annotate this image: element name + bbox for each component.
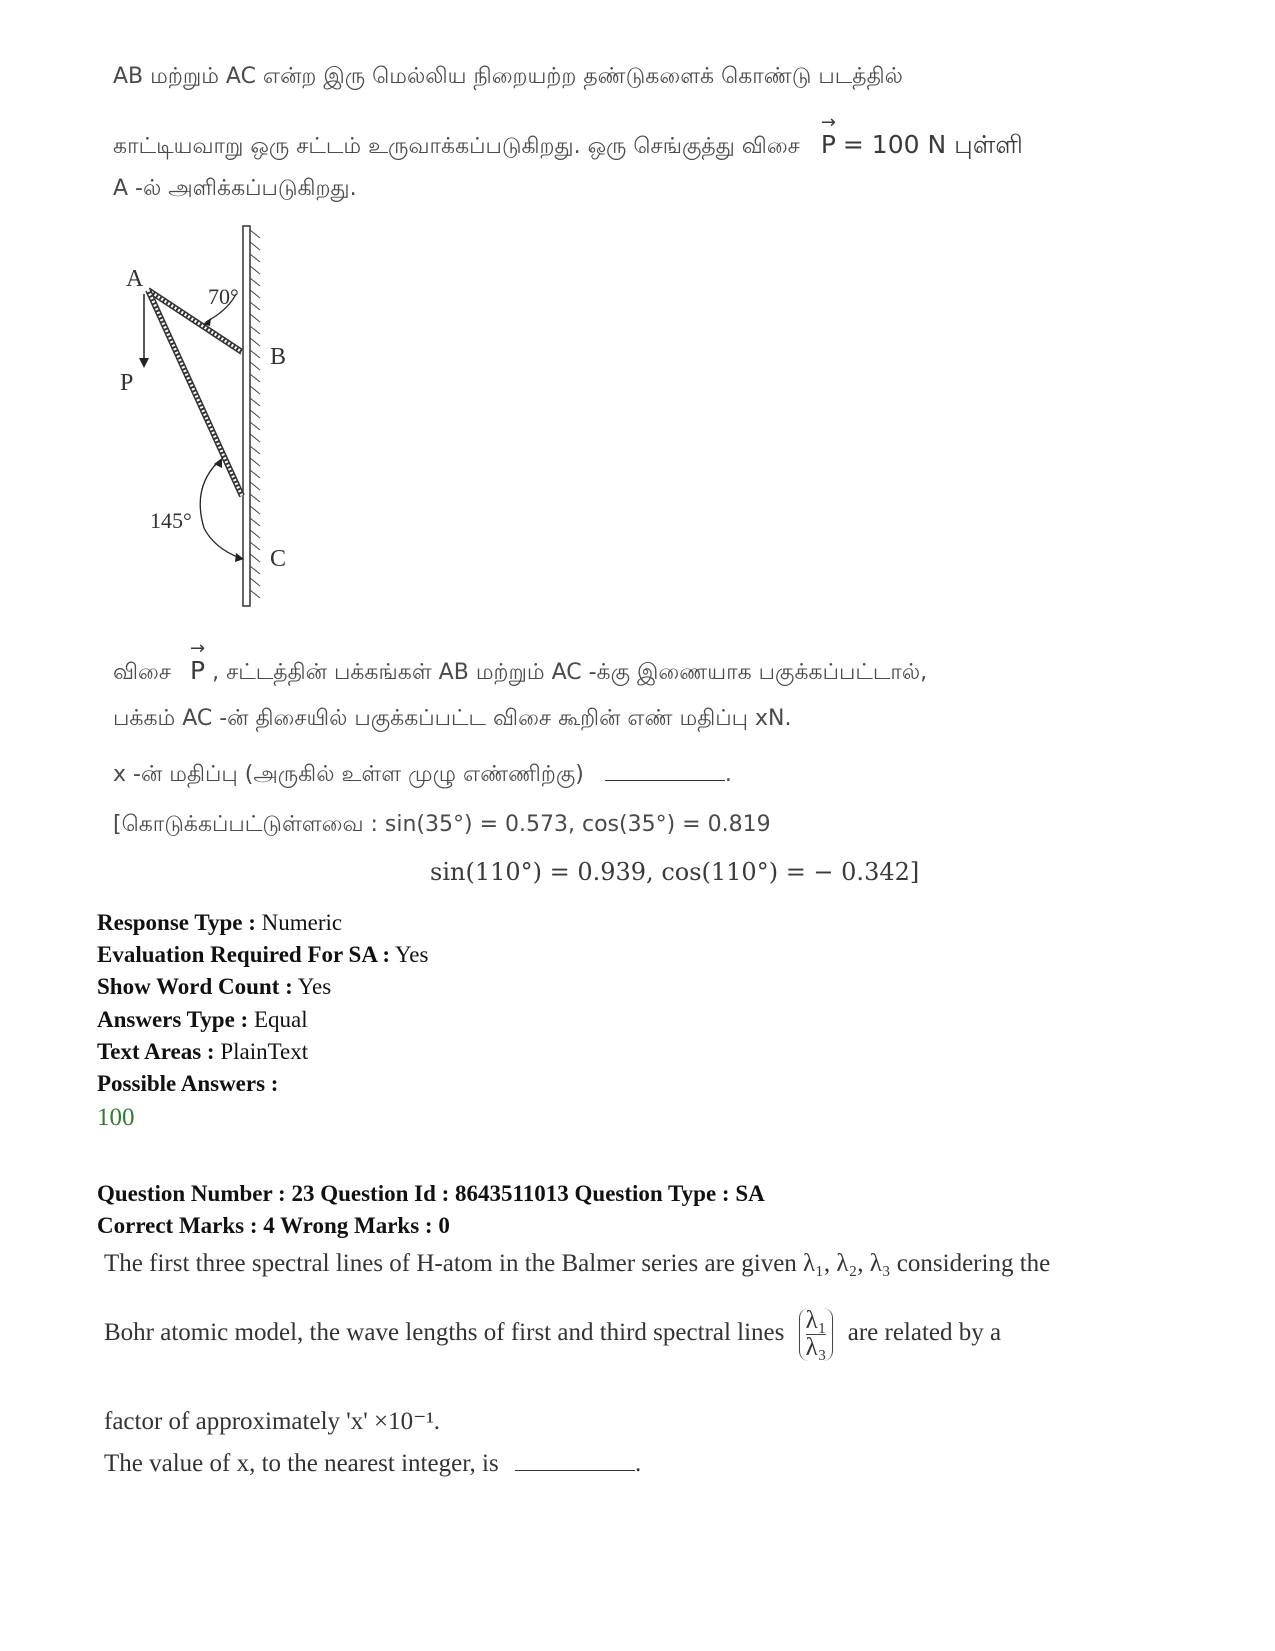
force-vector-symbol: → P <box>820 112 836 159</box>
response-type: Response Type : Numeric <box>97 910 343 935</box>
label-angle-145: 145° <box>150 508 192 533</box>
text-areas: Text Areas : PlainText <box>97 1039 309 1064</box>
tamil-para2-line-3-text: x -ன் மதிப்பு (அருகில் உள்ள முழு எண்ணிற்கு) <box>113 762 584 787</box>
question-23-line-2 <box>104 1308 1001 1361</box>
fraction-denominator: λ₃ <box>805 1334 827 1361</box>
show-word-count: Show Word Count : Yes <box>97 974 332 999</box>
wavelength-ratio-fraction <box>799 1308 834 1361</box>
tamil-para2-line-1-pre: விசை <box>113 660 172 685</box>
label-b: B <box>270 344 287 370</box>
frame-figure <box>110 218 320 613</box>
question-23-line-3: factor of approximately 'x' ×10⁻¹. <box>104 1408 441 1435</box>
tamil-para2-line-1-post: , சட்டத்தின் பக்கங்கள் AB மற்றும் AC -க்கு இணையாக பகுக்கப்பட்டால், <box>212 660 928 685</box>
tamil-para2-line-1 <box>113 638 928 688</box>
answer-blank-2 <box>515 1450 635 1471</box>
question-23-line-1: The first three spectral lines of H-atom in the Balmer series are given λ₁, λ₂, λ₃ considering the <box>104 1250 1051 1277</box>
given-values-line-2: sin(110°) = 0.939, cos(110°) = − 0.342] <box>430 858 920 886</box>
fraction-numerator: λ₁ <box>805 1307 827 1334</box>
question-23-line-4-text: The value of x, to the nearest integer, is <box>104 1450 499 1477</box>
tamil-question-line-2-text: காட்டியவாறு ஒரு சட்டம் உருவாக்கப்படுகிறது. ஒரு செங்குத்து விசை <box>113 134 800 159</box>
wall <box>243 226 260 606</box>
question-23-line-2-post: are related by a <box>847 1319 1002 1347</box>
force-vector-symbol-2: → P <box>190 638 206 685</box>
force-p-arrow <box>139 294 149 368</box>
label-c: C <box>270 546 287 572</box>
question-23-line-4: The value of x, to the nearest integer, is . <box>104 1450 642 1477</box>
force-value: = 100 N புள்ளி <box>842 130 1023 159</box>
possible-answer-value: 100 <box>97 1104 135 1131</box>
question-23-marks: Correct Marks : 4 Wrong Marks : 0 <box>97 1213 450 1238</box>
answers-type: Answers Type : Equal <box>97 1007 308 1032</box>
tamil-para2-line-3: x -ன் மதிப்பு (அருகில் உள்ள முழு எண்ணிற்கு) . <box>113 762 732 787</box>
label-a: A <box>126 266 144 292</box>
tamil-para2-line-2: பக்கம் AC -ன் திசையில் பகுக்கப்பட்ட விசை கூறின் எண் மதிப்பு xN. <box>113 706 792 731</box>
label-p: P <box>120 370 134 396</box>
tamil-question-line-1: AB மற்றும் AC என்ற இரு மெல்லிய நிறையற்ற தண்டுகளைக் கொண்டு படத்தில் <box>113 64 903 89</box>
question-23-header: Question Number : 23 Question Id : 8643511013 Question Type : SA <box>97 1181 765 1206</box>
possible-answers-label: Possible Answers : <box>97 1071 279 1096</box>
angle-145-arrowhead-top <box>214 458 222 468</box>
evaluation-required: Evaluation Required For SA : Yes <box>97 942 429 967</box>
tamil-question-line-2 <box>113 112 1023 163</box>
label-angle-70: 70° <box>208 284 239 309</box>
question-23-line-2-pre: Bohr atomic model, the wave lengths of first and third spectral lines <box>104 1319 785 1347</box>
tamil-question-line-3: A -ல் அளிக்கப்படுகிறது. <box>113 176 357 201</box>
answer-blank-1 <box>605 760 725 781</box>
given-values-line-1: [கொடுக்கப்பட்டுள்ளவை : sin(35°) = 0.573, cos(35°) = 0.819 <box>113 812 771 837</box>
